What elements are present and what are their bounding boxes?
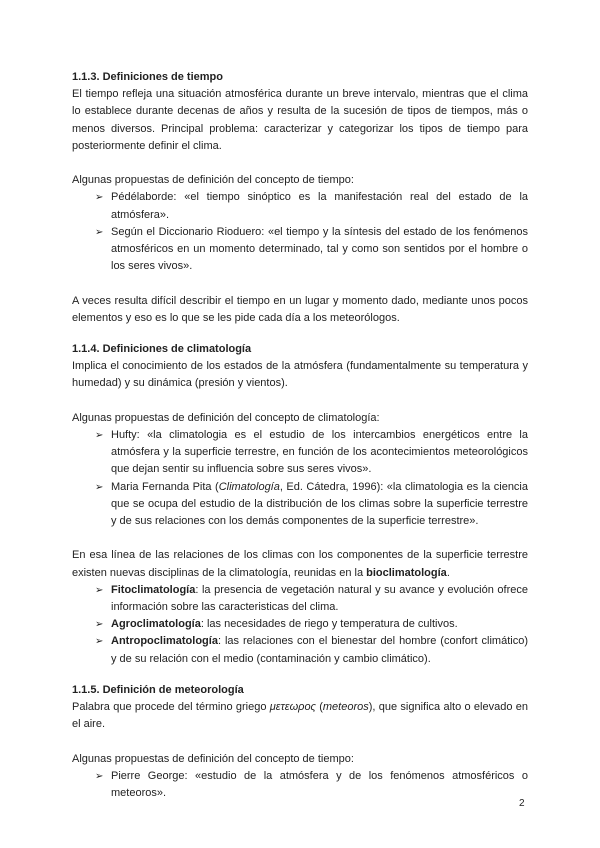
section-heading: 1.1.3. Definiciones de tiempo (72, 71, 223, 83)
paragraph: Algunas propuestas de definición del concepto de climatología: (72, 411, 380, 424)
list-item: ➢ Agroclimatología: las necesidades de riego y temperatura de cultivos. (96, 616, 528, 633)
paragraph: Algunas propuestas de definición del concepto de tiempo: (72, 174, 354, 187)
list-item: ➢ Hufty: «la climatologia es el estudio de los intercambios energéticos entre la atmósfera y la superficie terrestre, en función de los acontecimientos meteorológicos que dejan sentir su influencia sobre sus seres vivos». (95, 429, 528, 476)
paragraph: En esa línea de las relaciones de los climas con los componentes de la superficie terrestre existen nuevas disciplinas de la climatología, reunidas en la bioclimatología. (72, 549, 528, 579)
arrow-bullet-icon: ➢ (95, 430, 104, 442)
document-page (72, 69, 528, 802)
paragraph: Implica el conocimiento de los estados de la atmósfera (fundamentalmente su temperatura y humedad) y su dinámica (presión y vientos). (72, 360, 528, 390)
arrow-bullet-icon: ➢ (95, 770, 104, 782)
arrow-bullet-icon: ➢ (95, 636, 104, 648)
arrow-bullet-icon: ➢ (95, 481, 104, 493)
paragraph: El tiempo refleja una situación atmosférica durante un breve intervalo, mientras que el clima lo establece durante decenas de años y resulta de la sucesión de tipos de tiempos, más o menos diversos. Principal problema: caracterizar y categorizar los tipos de tiempo para posteriormente definir el clima. (72, 88, 528, 152)
arrow-bullet-icon: ➢ (95, 192, 104, 204)
list-item: ➢ Pierre George: «estudio de la atmósfera y de los fenómenos atmosféricos o meteoros». (95, 769, 528, 800)
arrow-bullet-icon: ➢ (95, 584, 104, 596)
bullet-list (72, 768, 528, 802)
section-heading: 1.1.4. Definiciones de climatología (72, 343, 252, 356)
arrow-bullet-icon: ➢ (95, 619, 104, 631)
list-item: ➢ Antropoclimatología: las relaciones con el bienestar del hombre (confort climático) y de su relación con el medio (contaminación y cambio climático). (95, 635, 528, 665)
list-item: ➢ Según el Diccionario Rioduero: «el tiempo y la síntesis del estado de los fenómenos atmosféricos en un momento determinado, tal y como son sentidos por el hombre o los seres vivos». (95, 225, 528, 273)
paragraph: Algunas propuestas de definición del concepto de tiempo: (72, 752, 354, 765)
page-number: 2 (519, 798, 525, 809)
list-item: ➢ Fitoclimatología: la presencia de vegetación natural y su avance y evolución ofrece información sobre las caracteristicas del clima. (95, 583, 528, 614)
paragraph: A veces resulta difícil describir el tiempo en un lugar y momento dado, mediante unos pocos elementos y eso es lo que se les pide cada día a los meteorólogos. (72, 294, 528, 324)
bullet-list (72, 189, 528, 275)
list-item: ➢ Maria Fernanda Pita (Climatología, Ed. Cátedra, 1996): «la climatologia es la ciencia que se ocupa del estudio de la distribución de los climas sobre la superficie terrestre y de sus relaciones con los demás componentes de la superficie terrestre». (95, 480, 528, 528)
list-item: ➢ Pédélaborde: «el tiempo sinóptico es la manifestación real del estado de la atmósfera». (95, 191, 528, 221)
bullet-list (72, 427, 528, 530)
section-heading: 1.1.5. Definición de meteorología (72, 683, 244, 696)
discipline-list (72, 582, 528, 668)
arrow-bullet-icon: ➢ (95, 226, 104, 238)
paragraph: Palabra que procede del término griego μετεωρος (meteoros), que significa alto o elevado en el aire. (72, 701, 528, 731)
